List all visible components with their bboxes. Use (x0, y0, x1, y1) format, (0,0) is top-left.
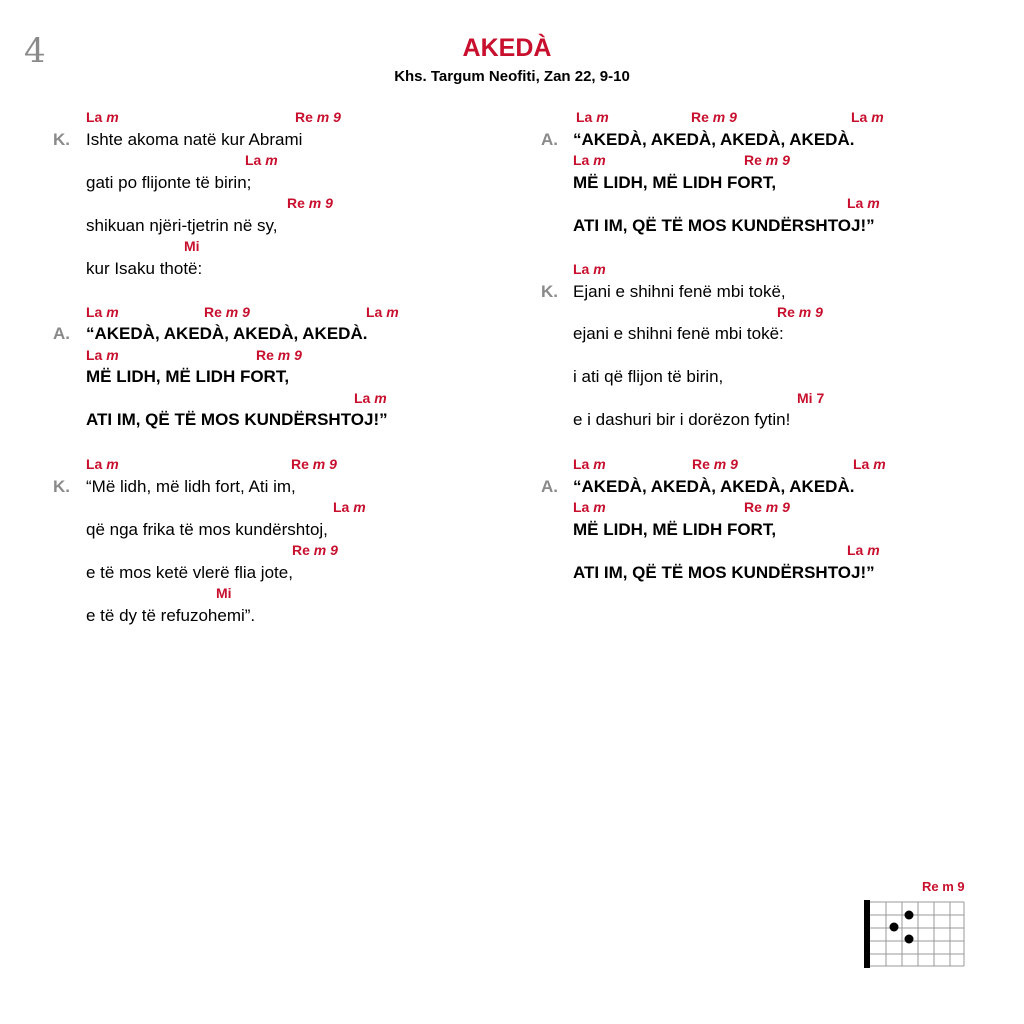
refrain-line: ATI IM, QË TË MOS KUNDËRSHTOJ!” (573, 216, 875, 235)
chord-la-m: La m (354, 390, 387, 406)
refrain-line: “AKEDÀ, AKEDÀ, AKEDÀ, AKEDÀ. (86, 324, 368, 343)
chord-mi-7: Mi 7 (797, 390, 825, 406)
chord-la-m: La m (847, 195, 880, 211)
chord-la-m: La m (576, 109, 609, 125)
lyric-line: Ishte akoma natë kur Abrami (86, 130, 303, 149)
chord-re-m-9: Re m 9 (744, 499, 790, 515)
lyric-line: e të mos ketë vlerë flia jote, (86, 563, 293, 582)
lyric-line: e i dashuri bir i dorëzon fytin! (573, 410, 791, 429)
chord-la-m: La m (853, 456, 886, 472)
chord-la-m: La m (573, 261, 606, 277)
refrain-line: MË LIDH, MË LIDH FORT, (573, 520, 777, 539)
lyric-line: Ejani e shihni fenë mbi tokë, (573, 282, 786, 301)
page-number: 4 (24, 31, 46, 71)
chord-mi: Mi (216, 585, 232, 601)
lyric-line: që nga frika të mos kundërshtoj, (86, 520, 328, 539)
lyric-line: e të dy të refuzohemi”. (86, 606, 256, 625)
role-k: K. (53, 477, 70, 496)
nut (864, 900, 870, 968)
lyric-line: “Më lidh, më lidh fort, Ati im, (86, 477, 296, 496)
role-a: A. (541, 130, 558, 149)
chord-la-m: La m (86, 456, 119, 472)
refrain-line: ATI IM, QË TË MOS KUNDËRSHTOJ!” (573, 563, 875, 582)
chord-re-m-9: Re m 9 (291, 456, 337, 472)
fretboard-grid (862, 880, 972, 970)
chord-la-m: La m (245, 152, 278, 168)
chord-la-m: La m (333, 499, 366, 515)
chord-re-m-9: Re m 9 (204, 304, 250, 320)
refrain-line: “AKEDÀ, AKEDÀ, AKEDÀ, AKEDÀ. (573, 130, 855, 149)
chord-la-m: La m (573, 499, 606, 515)
lyric-line: kur Isaku thotë: (86, 259, 203, 278)
refrain-line: MË LIDH, MË LIDH FORT, (86, 367, 290, 386)
chord-la-m: La m (851, 109, 884, 125)
lyric-line: i ati që flijon të birin, (573, 367, 724, 386)
refrain-line: ATI IM, QË TË MOS KUNDËRSHTOJ!” (86, 410, 388, 429)
chord-re-m-9: Re m 9 (295, 109, 341, 125)
finger-dot (905, 911, 914, 920)
chord-re-m-9: Re m 9 (287, 195, 333, 211)
lyric-line: gati po flijonte të birin; (86, 173, 252, 192)
chord-la-m: La m (366, 304, 399, 320)
song-title: AKEDÀ (462, 34, 552, 62)
role-a: A. (541, 477, 558, 496)
refrain-line: “AKEDÀ, AKEDÀ, AKEDÀ, AKEDÀ. (573, 477, 855, 496)
chord-re-m-9: Re m 9 (777, 304, 823, 320)
chord-re-m-9: Re m 9 (256, 347, 302, 363)
chord-la-m: La m (573, 456, 606, 472)
chord-la-m: La m (86, 109, 119, 125)
chord-la-m: La m (86, 347, 119, 363)
refrain-line: MË LIDH, MË LIDH FORT, (573, 173, 777, 192)
chord-la-m: La m (86, 304, 119, 320)
chord-diagram-label: Re m 9 (922, 879, 965, 894)
chord-la-m: La m (573, 152, 606, 168)
lyric-line: ejani e shihni fenë mbi tokë: (573, 324, 784, 343)
chord-diagram-re-m-9 (862, 880, 972, 970)
chord-re-m-9: Re m 9 (744, 152, 790, 168)
song-subtitle: Khs. Targum Neofiti, Zan 22, 9-10 (394, 68, 630, 85)
lyric-line: shikuan njëri-tjetrin në sy, (86, 216, 278, 235)
chord-re-m-9: Re m 9 (292, 542, 338, 558)
role-k: K. (541, 282, 558, 301)
finger-dot (905, 935, 914, 944)
chord-mi: Mi (184, 238, 200, 254)
role-a: A. (53, 324, 70, 343)
role-k: K. (53, 130, 70, 149)
chord-la-m: La m (847, 542, 880, 558)
chord-re-m-9: Re m 9 (692, 456, 738, 472)
chord-re-m-9: Re m 9 (691, 109, 737, 125)
finger-dot (890, 923, 899, 932)
